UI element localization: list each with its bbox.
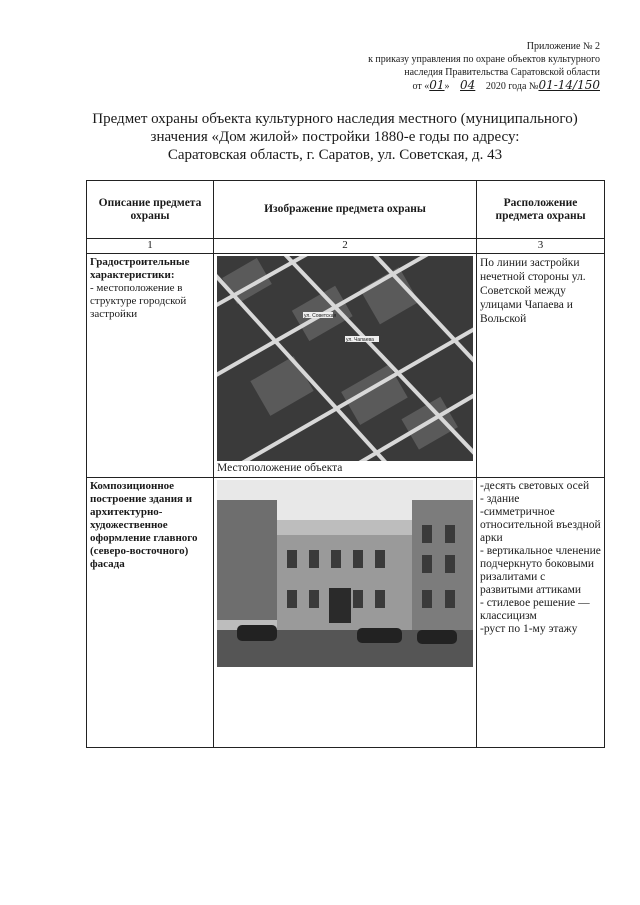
column-number-3: 3: [477, 239, 605, 254]
building-photo-icon: [217, 480, 473, 667]
row1-location: [477, 254, 605, 478]
header-location: Расположение предмета охраны: [477, 181, 605, 239]
row2-location-item: - вертикальное членение подчеркнуто боковыми ризалитами с развитыми аттиками: [480, 545, 601, 596]
row1-desc-title: Градостроительные характеристики:: [90, 256, 190, 281]
map-label-1: ул. Советская: [304, 313, 337, 319]
appendix-line-3: наследия Правительства Саратовской области: [404, 67, 600, 78]
title-line-2: значения «Дом жилой» постройки 1880-е годы по адресу:: [150, 129, 520, 145]
table-header-row: [87, 181, 605, 239]
column-number-row: [87, 239, 605, 254]
row1-image-cell: [214, 254, 477, 478]
row1-desc-text: - местоположение в структуре городской застройки: [90, 282, 187, 320]
date-day: 01: [429, 78, 445, 92]
column-number-2: 2: [214, 239, 477, 254]
building-facade-photo: [217, 480, 473, 667]
row2-location-item: -десять световых осей: [480, 480, 590, 492]
row2-location-item: - здание: [480, 493, 520, 505]
header-description: Описание предмета охраны: [87, 181, 214, 239]
row2-image-cell: [214, 478, 477, 748]
protection-table: [86, 180, 605, 748]
map-grid-icon: [217, 256, 473, 461]
date-month: 04: [460, 78, 476, 92]
appendix-line-2: к приказу управления по охране объектов культурного: [368, 54, 600, 65]
document-title: [70, 110, 600, 164]
row2-location-item: - стилевое решение — классицизм: [480, 597, 590, 622]
appendix-header: [270, 40, 600, 93]
table-row: [87, 478, 605, 748]
row1-image-caption: Местоположение объекта: [217, 462, 343, 474]
row1-description: [87, 254, 214, 478]
aerial-map-image: [217, 256, 473, 461]
date-prefix: от «: [412, 81, 430, 92]
row2-location: [477, 478, 605, 748]
date-year: 2020 года №: [485, 81, 539, 92]
table-row: [87, 254, 605, 478]
title-line-1: Предмет охраны объекта культурного наследия местного (муниципального): [92, 111, 578, 127]
date-sep: »: [444, 81, 450, 92]
appendix-line-1: Приложение № 2: [526, 41, 600, 52]
header-image: Изображение предмета охраны: [214, 181, 477, 239]
row2-location-item: -руст по 1-му этажу: [480, 623, 578, 635]
row1-location-text: По линии застройки нечетной стороны ул. Советской между улицами Чапаева и Вольской: [480, 257, 586, 325]
column-number-1: 1: [87, 239, 214, 254]
title-line-3: Саратовская область, г. Саратов, ул. Советская, д. 43: [167, 147, 503, 163]
row2-description: [87, 478, 214, 748]
map-label-2: ул. Чапаева: [346, 337, 374, 343]
row2-desc-title: Композиционное построение здания и архитектурно-художественное оформление главного (северо-восточного) фасада: [90, 480, 198, 570]
appendix-date-line: [270, 79, 600, 93]
row2-location-item: -симметричное относительной въездной арки: [480, 506, 601, 544]
order-number: 01-14/150: [538, 78, 600, 92]
